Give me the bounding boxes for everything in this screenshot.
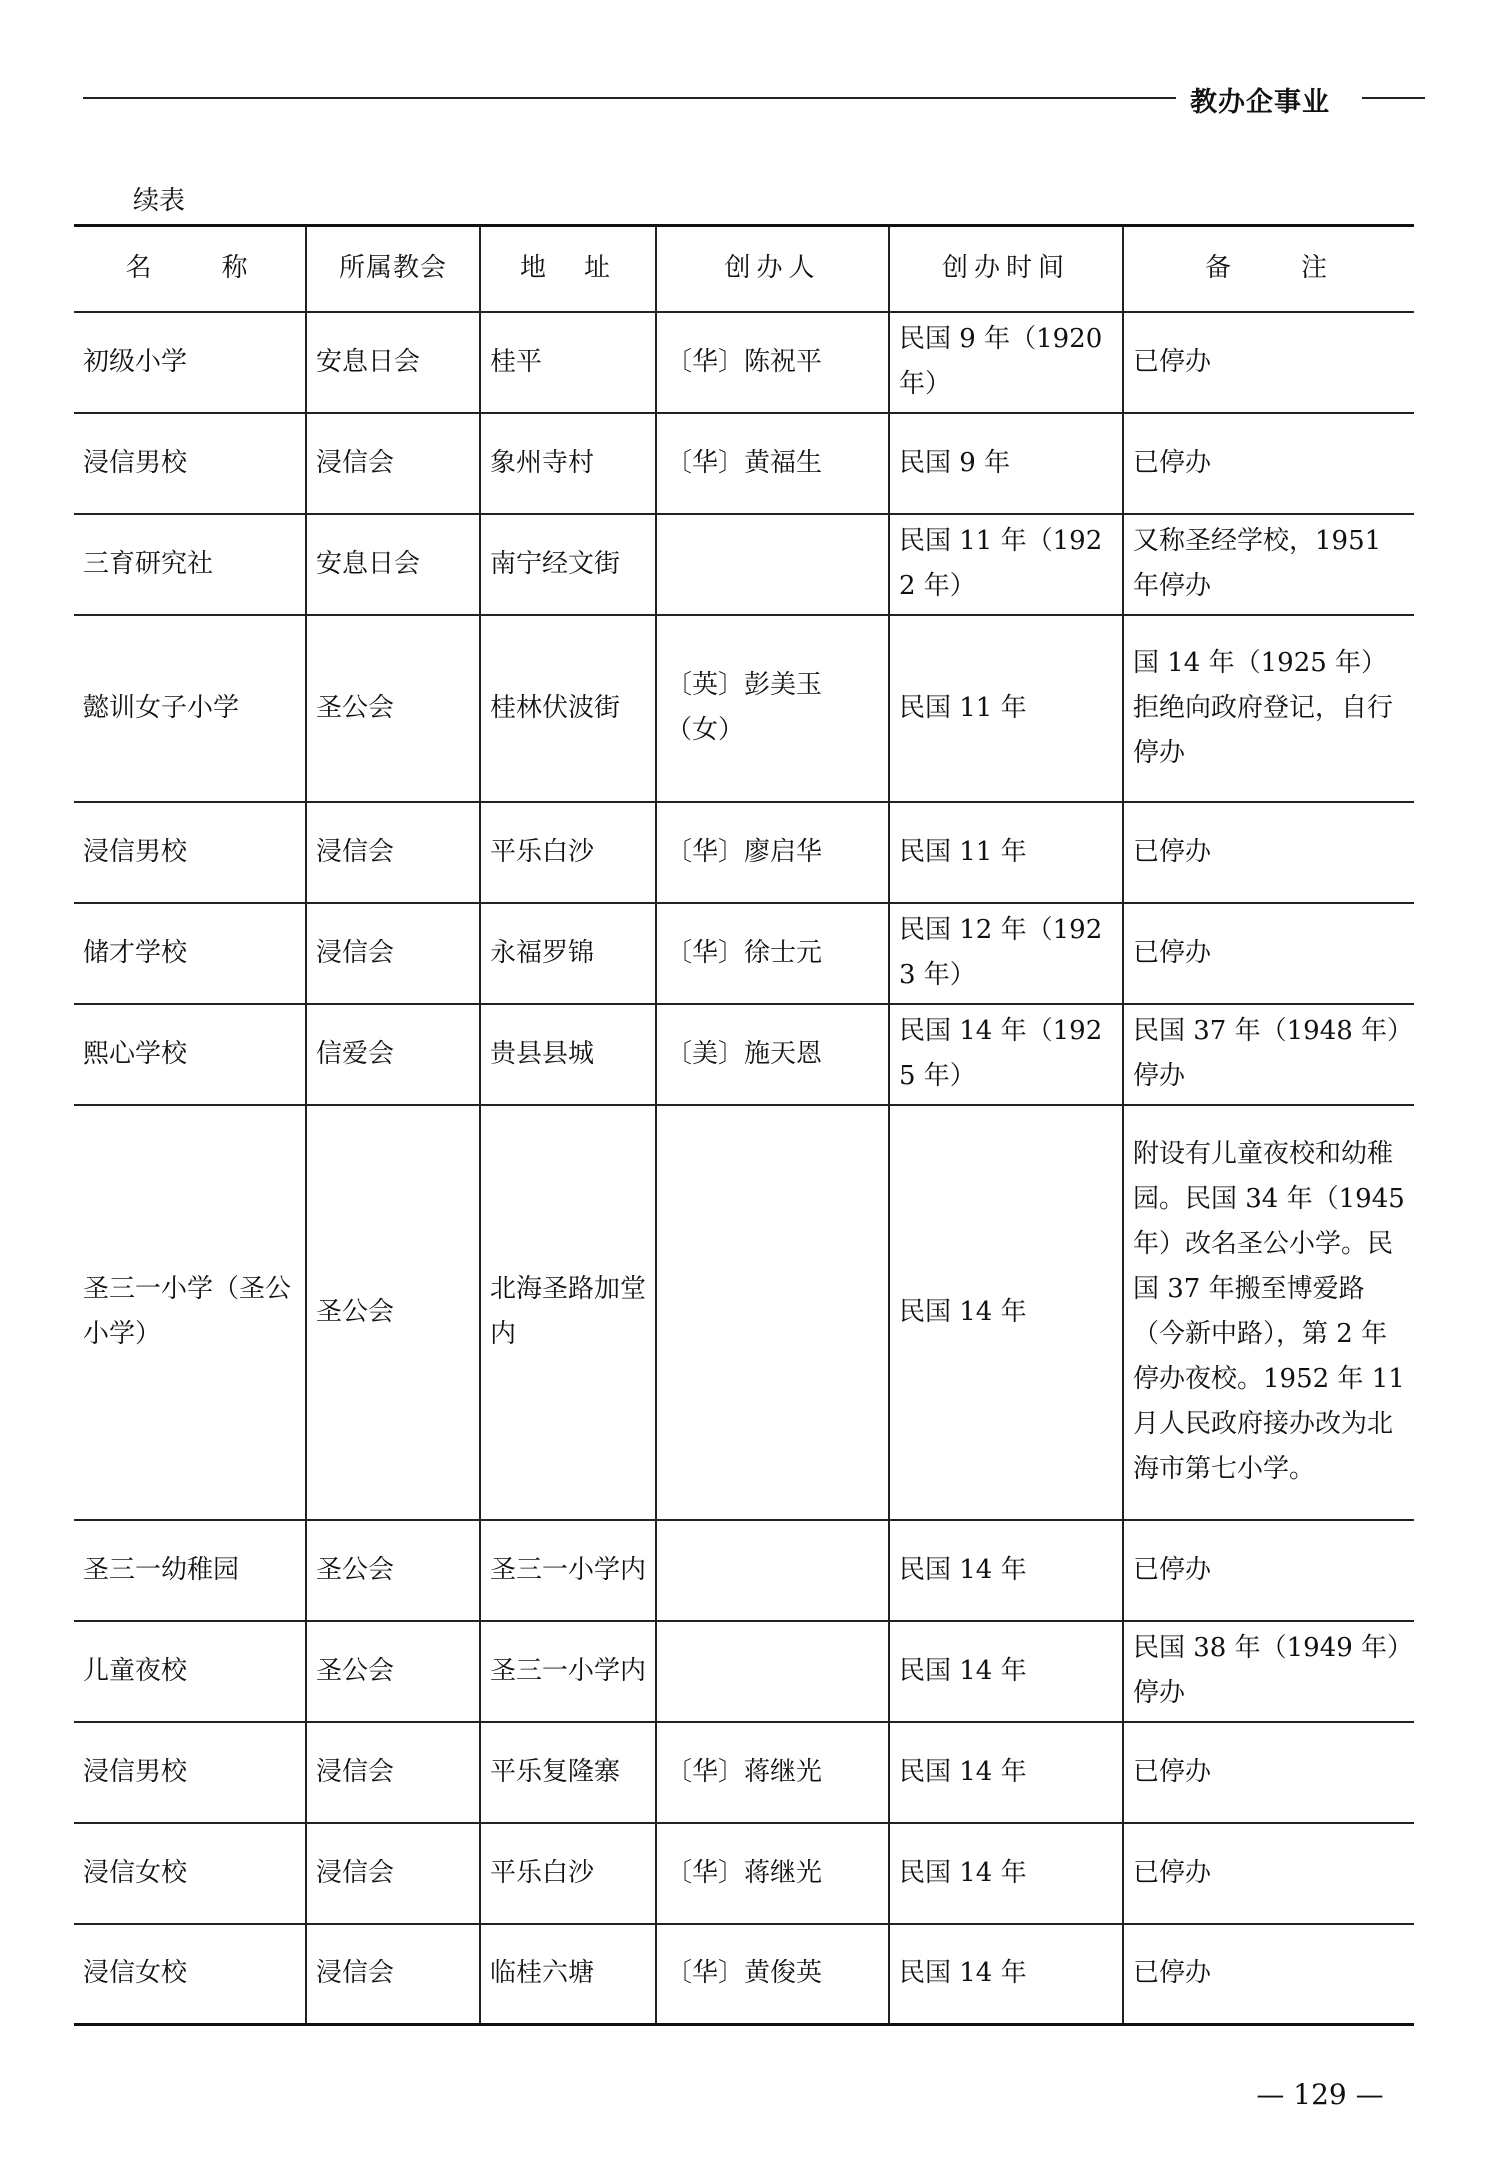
table-row xyxy=(74,903,1414,1004)
cell-notes: 又称圣经学校，1951 年停办 xyxy=(1123,514,1414,615)
table-row xyxy=(74,1520,1414,1621)
cell-notes: 已停办 xyxy=(1123,1924,1414,2025)
cell-address: 象州寺村 xyxy=(480,413,656,514)
table-header-row xyxy=(74,226,1414,312)
column-header-notes: 备 注 xyxy=(1123,226,1414,312)
cell-notes: 已停办 xyxy=(1123,802,1414,903)
schools-table xyxy=(74,224,1414,2026)
cell-name: 初级小学 xyxy=(74,312,306,413)
cell-church: 浸信会 xyxy=(306,802,480,903)
cell-founded: 民国 14 年 xyxy=(889,1823,1123,1924)
cell-founded: 民国 11 年 xyxy=(889,802,1123,903)
cell-notes: 已停办 xyxy=(1123,312,1414,413)
table-row xyxy=(74,413,1414,514)
cell-founder: 〔华〕黄俊英 xyxy=(656,1924,889,2025)
cell-address: 桂林伏波街 xyxy=(480,615,656,802)
cell-name: 浸信女校 xyxy=(74,1823,306,1924)
cell-name: 懿训女子小学 xyxy=(74,615,306,802)
column-header-church: 所属教会 xyxy=(306,226,480,312)
cell-founder: 〔华〕陈祝平 xyxy=(656,312,889,413)
cell-name: 圣三一幼稚园 xyxy=(74,1520,306,1621)
cell-church: 圣公会 xyxy=(306,1621,480,1722)
cell-name: 浸信男校 xyxy=(74,1722,306,1823)
cell-address: 平乐复隆寨 xyxy=(480,1722,656,1823)
cell-founder: 〔华〕蒋继光 xyxy=(656,1722,889,1823)
cell-notes: 民国 38 年（1949 年）停办 xyxy=(1123,1621,1414,1722)
cell-notes: 已停办 xyxy=(1123,1520,1414,1621)
cell-founder: 〔华〕黄福生 xyxy=(656,413,889,514)
cell-address: 永福罗锦 xyxy=(480,903,656,1004)
cell-founded: 民国 14 年 xyxy=(889,1520,1123,1621)
cell-church: 浸信会 xyxy=(306,1823,480,1924)
cell-address: 桂平 xyxy=(480,312,656,413)
cell-founder: 〔美〕施天恩 xyxy=(656,1004,889,1105)
cell-founded: 民国 14 年（1925 年） xyxy=(889,1004,1123,1105)
column-header-founded: 创办时间 xyxy=(889,226,1123,312)
cell-church: 浸信会 xyxy=(306,1924,480,2025)
cell-founded: 民国 14 年 xyxy=(889,1621,1123,1722)
cell-founded: 民国 9 年（1920 年） xyxy=(889,312,1123,413)
cell-notes: 已停办 xyxy=(1123,1722,1414,1823)
header-rule xyxy=(83,97,1176,99)
table-row xyxy=(74,1823,1414,1924)
cell-church: 圣公会 xyxy=(306,615,480,802)
cell-founded: 民国 12 年（1923 年） xyxy=(889,903,1123,1004)
table-row xyxy=(74,615,1414,802)
cell-address: 圣三一小学内 xyxy=(480,1621,656,1722)
cell-address: 贵县县城 xyxy=(480,1004,656,1105)
cell-founded: 民国 11 年 xyxy=(889,615,1123,802)
table-row xyxy=(74,1621,1414,1722)
cell-founded: 民国 11 年（1922 年） xyxy=(889,514,1123,615)
cell-church: 圣公会 xyxy=(306,1105,480,1520)
cell-name: 浸信男校 xyxy=(74,802,306,903)
cell-founder xyxy=(656,514,889,615)
cell-notes: 已停办 xyxy=(1123,903,1414,1004)
cell-notes: 附设有儿童夜校和幼稚园。民国 34 年（1945 年）改名圣公小学。民国 37 年搬至博爱路（今新中路），第 2 年停办夜校。1952 年 11 月人民政府接办改为北海市第七小学。 xyxy=(1123,1105,1414,1520)
table-row xyxy=(74,1004,1414,1105)
cell-founder: 〔华〕徐士元 xyxy=(656,903,889,1004)
table-caption: 续表 xyxy=(133,186,186,216)
table-row xyxy=(74,802,1414,903)
cell-name: 浸信女校 xyxy=(74,1924,306,2025)
cell-founded: 民国 9 年 xyxy=(889,413,1123,514)
cell-address: 平乐白沙 xyxy=(480,802,656,903)
table-row xyxy=(74,1105,1414,1520)
page-number: — 129 — xyxy=(1256,2078,1384,2111)
column-header-address: 地 址 xyxy=(480,226,656,312)
cell-address: 北海圣路加堂内 xyxy=(480,1105,656,1520)
table-row xyxy=(74,312,1414,413)
cell-address: 临桂六塘 xyxy=(480,1924,656,2025)
cell-founder xyxy=(656,1621,889,1722)
column-header-name: 名 称 xyxy=(74,226,306,312)
cell-address: 平乐白沙 xyxy=(480,1823,656,1924)
cell-notes: 国 14 年（1925 年）拒绝向政府登记，自行停办 xyxy=(1123,615,1414,802)
cell-church: 浸信会 xyxy=(306,903,480,1004)
cell-church: 浸信会 xyxy=(306,413,480,514)
cell-founded: 民国 14 年 xyxy=(889,1924,1123,2025)
cell-founder: 〔华〕廖启华 xyxy=(656,802,889,903)
cell-church: 浸信会 xyxy=(306,1722,480,1823)
cell-name: 圣三一小学（圣公小学） xyxy=(74,1105,306,1520)
table-row xyxy=(74,1924,1414,2025)
cell-church: 圣公会 xyxy=(306,1520,480,1621)
cell-name: 儿童夜校 xyxy=(74,1621,306,1722)
table-row xyxy=(74,1722,1414,1823)
cell-church: 安息日会 xyxy=(306,514,480,615)
section-title: 教办企事业 xyxy=(1190,87,1330,118)
cell-church: 信爱会 xyxy=(306,1004,480,1105)
cell-notes: 已停办 xyxy=(1123,1823,1414,1924)
cell-founder xyxy=(656,1105,889,1520)
cell-church: 安息日会 xyxy=(306,312,480,413)
table-row xyxy=(74,514,1414,615)
cell-name: 浸信男校 xyxy=(74,413,306,514)
cell-founder: 〔华〕蒋继光 xyxy=(656,1823,889,1924)
cell-name: 三育研究社 xyxy=(74,514,306,615)
cell-address: 圣三一小学内 xyxy=(480,1520,656,1621)
cell-name: 熙心学校 xyxy=(74,1004,306,1105)
cell-notes: 民国 37 年（1948 年）停办 xyxy=(1123,1004,1414,1105)
header-rule-tail xyxy=(1362,97,1425,99)
cell-founder xyxy=(656,1520,889,1621)
cell-founder: 〔英〕彭美玉（女） xyxy=(656,615,889,802)
cell-notes: 已停办 xyxy=(1123,413,1414,514)
column-header-founder: 创办人 xyxy=(656,226,889,312)
cell-founded: 民国 14 年 xyxy=(889,1105,1123,1520)
cell-founded: 民国 14 年 xyxy=(889,1722,1123,1823)
cell-name: 储才学校 xyxy=(74,903,306,1004)
cell-address: 南宁经文街 xyxy=(480,514,656,615)
